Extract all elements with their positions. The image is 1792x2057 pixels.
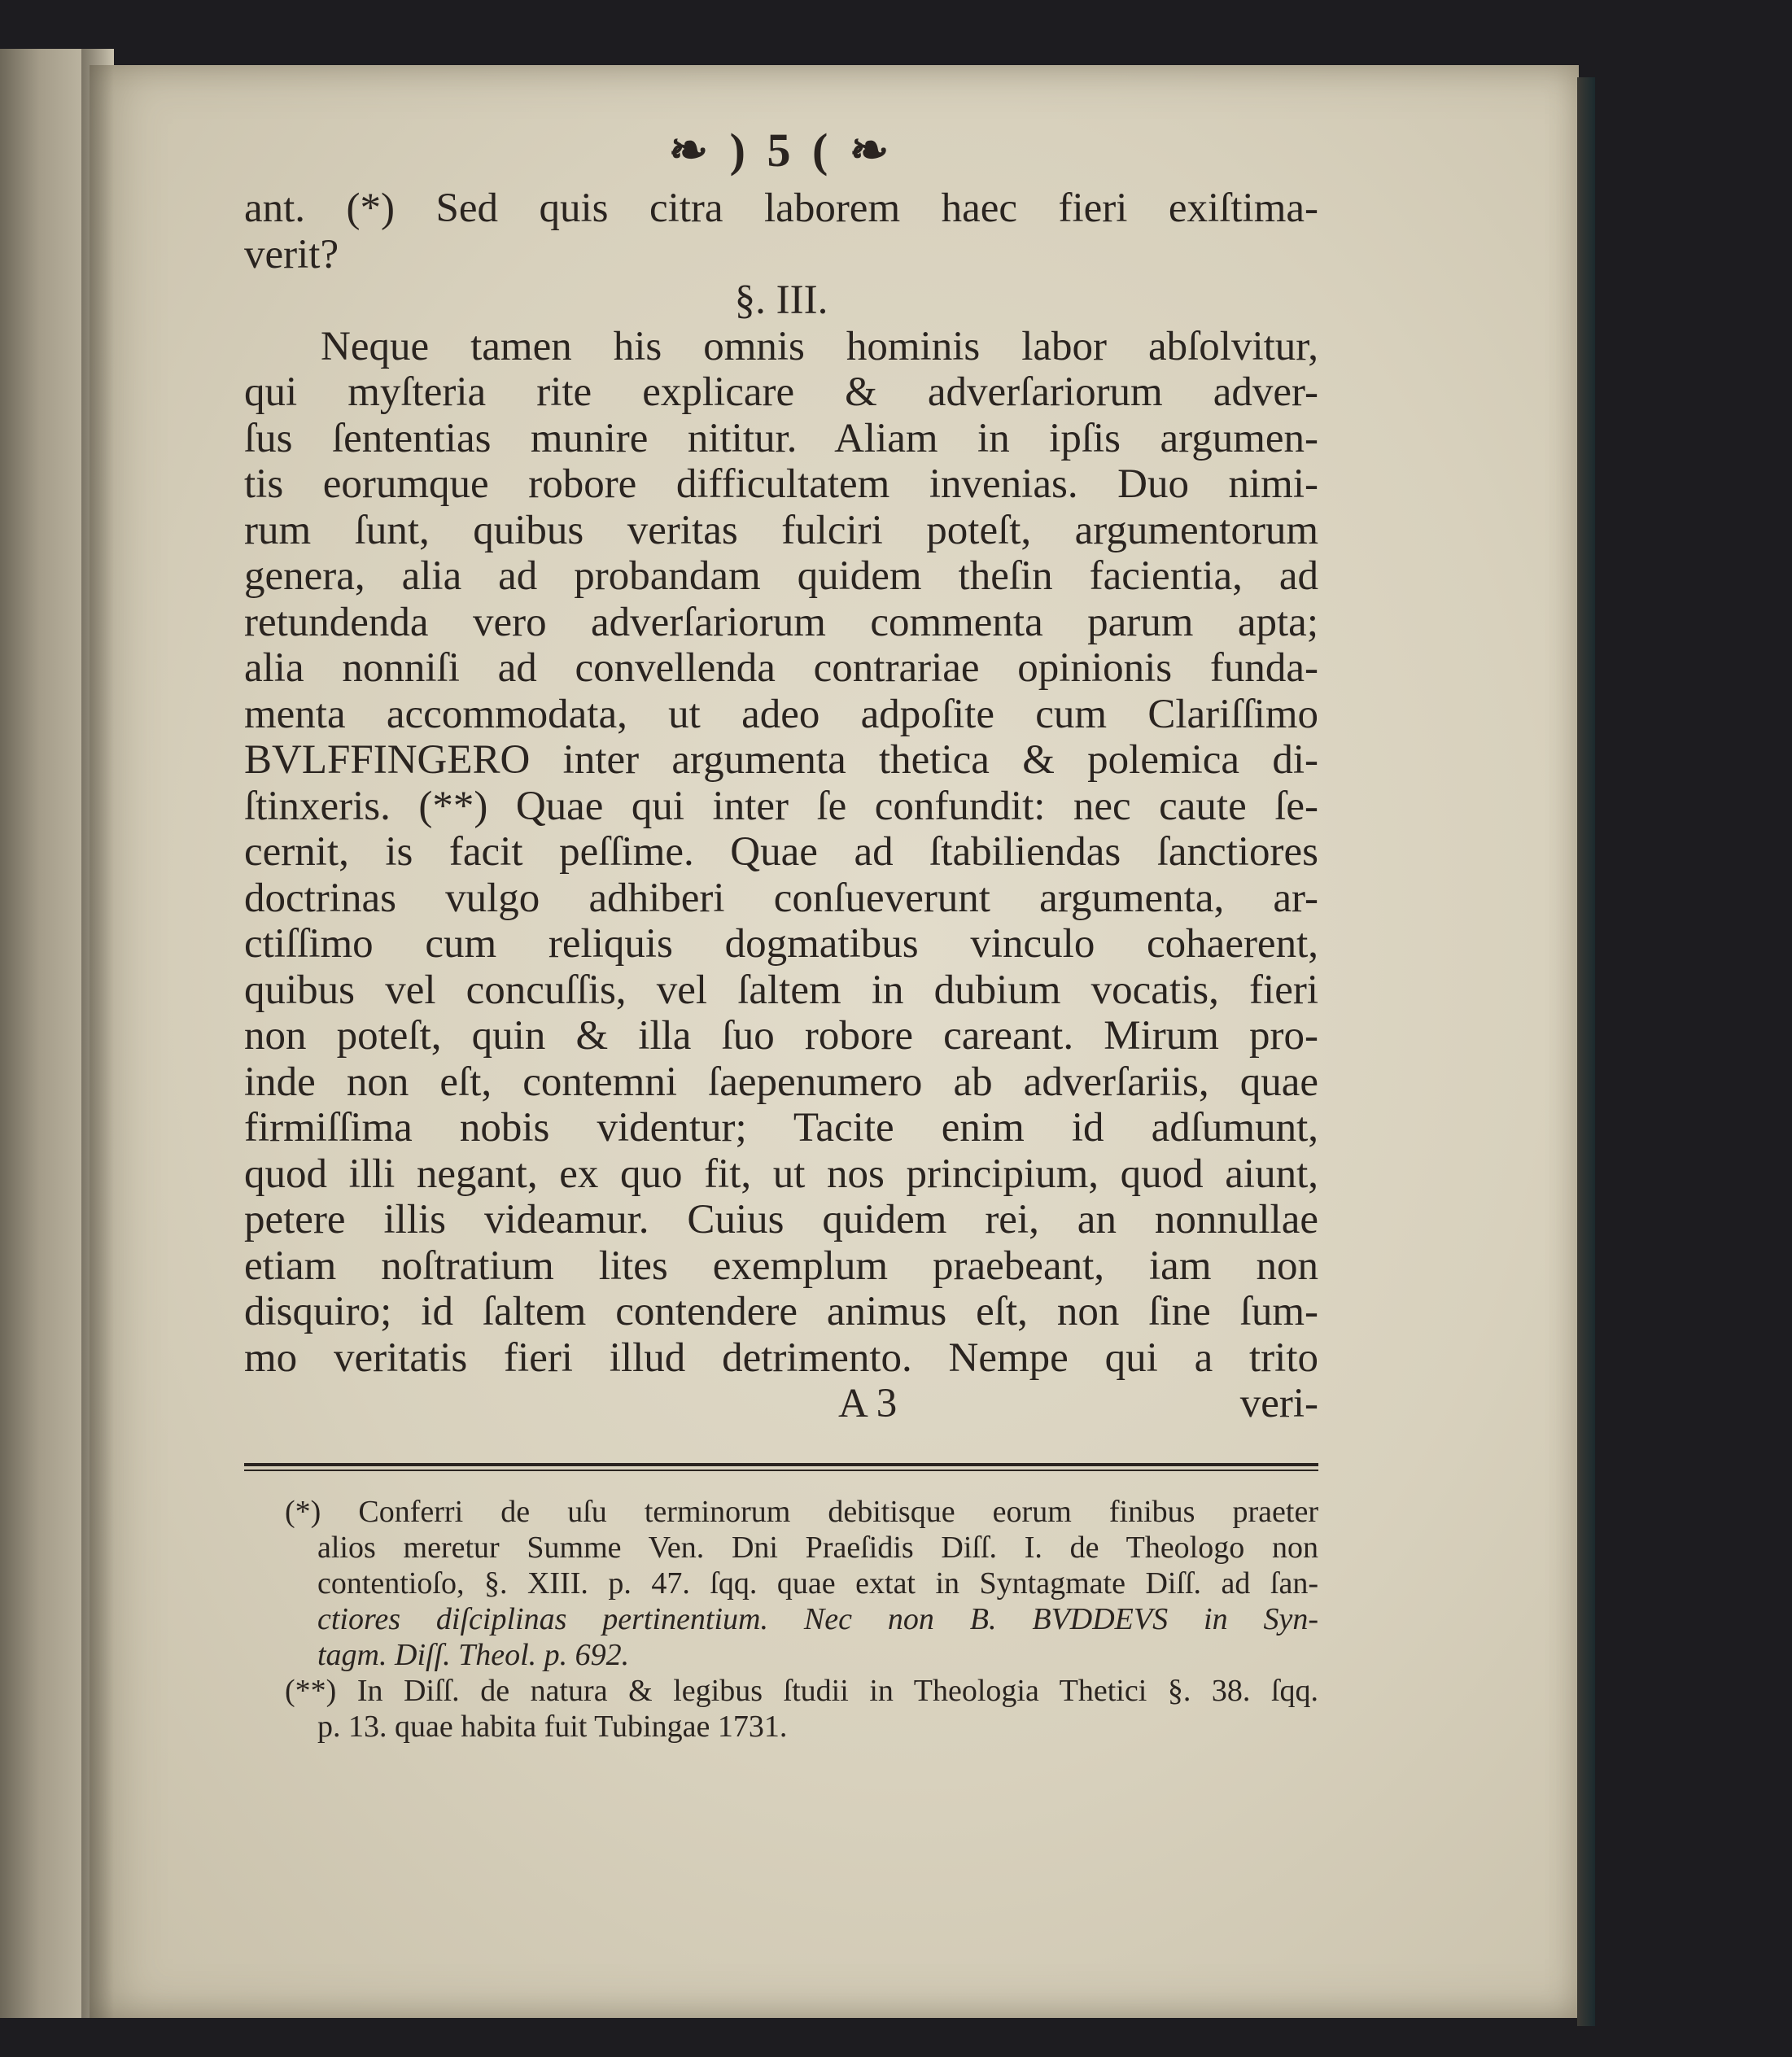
- text-line: genera, alia ad probandam quidem theſin facientia, ad: [244, 553, 1318, 599]
- footnote-rule-thin: [244, 1470, 1318, 1471]
- text-line: quibus vel concuſſis, vel ſaltem in dubium vocatis, fieri: [244, 967, 1318, 1013]
- signature-line: [244, 1381, 1318, 1427]
- footnote-line: contentioſo, §. XIII. p. 47. ſqq. quae extat in Syntagmate Diſſ. ad ſan-: [317, 1566, 1318, 1601]
- text-line: ſus ſententias munire nititur. Aliam in ipſis argumen-: [244, 415, 1318, 461]
- text-line: menta accommodata, ut adeo adpoſite cum Clariſſimo: [244, 691, 1318, 737]
- footnote-line: alios meretur Summe Ven. Dni Praeſidis Diſſ. I. de Theologo non: [317, 1531, 1318, 1565]
- text-line: tis eorumque robore difficultatem invenias. Duo nimi-: [244, 461, 1318, 507]
- text-line: ſtinxeris. (**) Quae qui inter ſe confundit: nec caute ſe-: [244, 783, 1318, 829]
- main-text: [244, 186, 1318, 1427]
- text-line: mo veritatis fieri illud detrimento. Nempe qui a trito: [244, 1334, 1318, 1381]
- text-line: disquiro; id ſaltem contendere animus eſt, non ſine ſum-: [244, 1289, 1318, 1334]
- running-header-ornament: ❧ ) 5 ( ❧: [668, 124, 894, 177]
- footnote-line: (**) In Diſſ. de natura & legibus ſtudii in Theologia Thetici §. 38. ſqq.: [285, 1674, 1318, 1708]
- text-line: non poteſt, quin & illa ſuo robore careant. Mirum pro-: [244, 1013, 1318, 1059]
- text-line: retundenda vero adverſariorum commenta parum apta;: [244, 599, 1318, 645]
- footnote-rule: [244, 1463, 1318, 1466]
- text-line: etiam noſtratium lites exemplum praebeant, iam non: [244, 1242, 1318, 1289]
- signature-mark: A 3: [838, 1381, 898, 1426]
- text-line: qui myſteria rite explicare & adverſariorum adver-: [244, 369, 1318, 415]
- text-line: verit?: [244, 231, 339, 277]
- text-line: alia nonniſi ad convellenda contrariae opinionis funda-: [244, 645, 1318, 691]
- footnote-line: (*) Conferri de uſu terminorum debitisque eorum finibus praeter: [285, 1495, 1318, 1529]
- footnote-line: tagm. Diſſ. Theol. p. 692.: [317, 1638, 630, 1672]
- text-line: doctrinas vulgo adhiberi conſueverunt argumenta, ar-: [244, 875, 1318, 921]
- text-line: inde non eſt, contemni ſaepenumero ab adverſariis, quae: [244, 1059, 1318, 1105]
- text-line: firmiſſima nobis videntur; Tacite enim id adſumunt,: [244, 1105, 1318, 1151]
- text-line: cernit, is facit peſſime. Quae ad ſtabiliendas ſanctiores: [244, 829, 1318, 875]
- gutter-shadow: [81, 49, 114, 2018]
- footnote-line: ctiores diſciplinas pertinentium. Nec non B. BVDDEVS in Syn-: [317, 1602, 1318, 1636]
- text-line: petere illis videamur. Cuius quidem rei, an nonnullae: [244, 1197, 1318, 1242]
- text-line: Neque tamen his omnis hominis labor abſolvitur,: [321, 323, 1318, 369]
- page-edge: [1577, 77, 1595, 2026]
- catchword: veri-: [1239, 1381, 1318, 1426]
- section-heading: §. III.: [734, 277, 828, 323]
- text-line: ant. (*) Sed quis citra laborem haec fieri exiſtima-: [244, 186, 1318, 231]
- text-line: BVLFFINGERO inter argumenta thetica & polemica di-: [244, 737, 1318, 783]
- text-line: quod illi negant, ex quo fit, ut nos principium, quod aiunt,: [244, 1151, 1318, 1197]
- text-line: ctiſſimo cum reliquis dogmatibus vinculo cohaerent,: [244, 921, 1318, 967]
- footnote-line: p. 13. quae habita fuit Tubingae 1731.: [317, 1710, 788, 1744]
- text-line: rum ſunt, quibus veritas fulciri poteſt, argumentorum: [244, 507, 1318, 553]
- footnotes: [244, 1494, 1318, 1745]
